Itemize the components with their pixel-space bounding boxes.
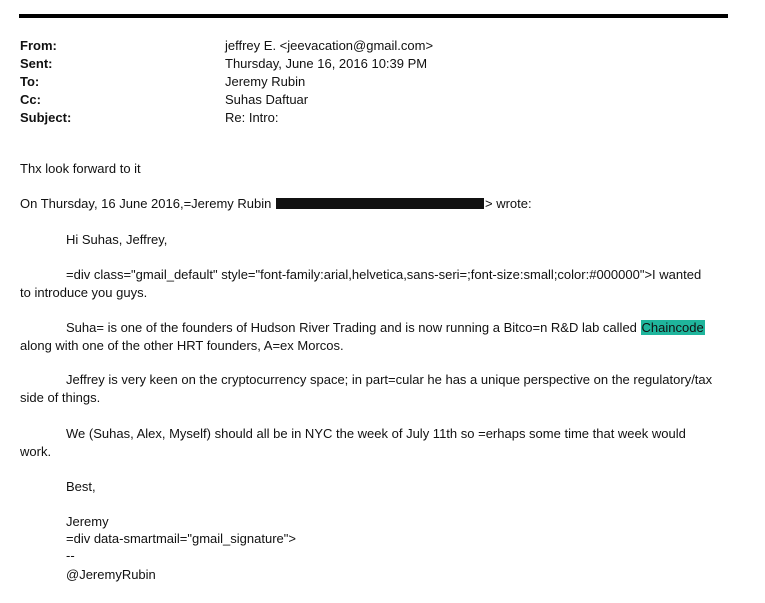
- paragraph-1-line-1: =div class="gmail_default" style="font-family:arial,helvetica,sans-seri=;font-size:small;color:#000000">I wanted: [66, 267, 702, 282]
- signature-name: Jeremy: [66, 514, 109, 529]
- sent-value: Thursday, June 16, 2016 10:39 PM: [225, 56, 428, 71]
- from-label: From:: [20, 38, 57, 53]
- subject-value: Re: Intro:: [225, 110, 279, 125]
- paragraph-4-line-2: work.: [20, 444, 52, 459]
- greeting: Hi Suhas, Jeffrey,: [66, 232, 168, 247]
- to-value: Jeremy Rubin: [225, 74, 306, 89]
- reply-text: Thx look forward to it: [20, 161, 141, 176]
- signature-div: =div data-smartmail="gmail_signature">: [66, 531, 296, 546]
- signoff: Best,: [66, 479, 96, 494]
- paragraph-1-line-2: to introduce you guys.: [20, 285, 148, 300]
- signature-handle: @JeremyRubin: [66, 567, 156, 582]
- paragraph-4-line-1: We (Suhas, Alex, Myself) should all be in NYC the week of July 11th so =erhaps some time that week would: [66, 426, 686, 441]
- cc-label: Cc:: [20, 92, 41, 107]
- signature-dashes: --: [66, 548, 75, 563]
- paragraph-3-line-1: Jeffrey is very keen on the cryptocurrency space; in part=cular he has a unique perspective on the regulatory/tax: [66, 372, 713, 387]
- redacted-email-block: [276, 198, 484, 209]
- paragraph-2-line-1: [66, 319, 705, 336]
- chaincode-highlight: Chaincode: [641, 320, 704, 335]
- subject-label: Subject:: [20, 110, 72, 125]
- quote-intro-text: On Thursday, 16 June 2016,=Jeremy Rubin: [20, 196, 272, 211]
- top-rule: [19, 14, 728, 18]
- paragraph-3-line-2: side of things.: [20, 390, 101, 405]
- paragraph-2-text: Suha= is one of the founders of Hudson River Trading and is now running a Bitco=n R&D lab called: [66, 320, 637, 335]
- paragraph-2-line-2: along with one of the other HRT founders, A=ex Morcos.: [20, 338, 344, 353]
- quote-intro-wrote: > wrote:: [485, 196, 532, 211]
- quote-intro: [20, 195, 532, 212]
- to-label: To:: [20, 74, 40, 89]
- cc-value: Suhas Daftuar: [225, 92, 309, 107]
- sent-label: Sent:: [20, 56, 53, 71]
- from-value: jeffrey E. <jeevacation@gmail.com>: [225, 38, 434, 53]
